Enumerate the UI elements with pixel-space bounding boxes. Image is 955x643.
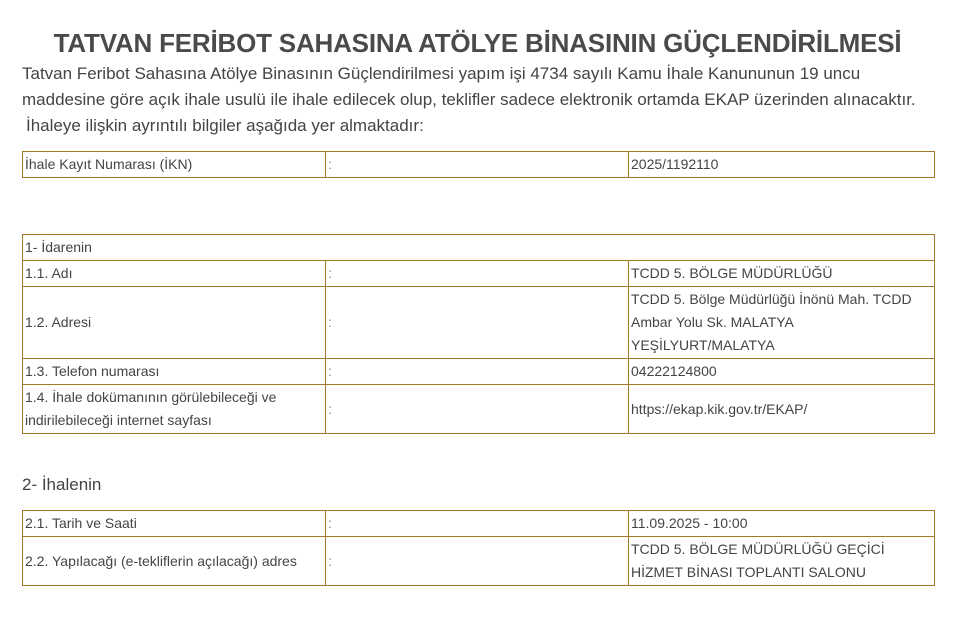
separator: :	[326, 152, 629, 178]
table-row	[23, 385, 935, 434]
table-heading-row	[23, 235, 935, 261]
table-row	[23, 287, 935, 359]
ikn-table	[22, 151, 935, 178]
ikn-value: 2025/1192110	[629, 152, 935, 178]
ikn-label: İhale Kayıt Numarası (İKN)	[23, 152, 326, 178]
separator: :	[326, 287, 629, 359]
row-value: TCDD 5. Bölge Müdürlüğü İnönü Mah. TCDD Ambar Yolu Sk. MALATYA YEŞİLYURT/MALATYA	[629, 287, 935, 359]
row-label: 1.2. Adresi	[23, 287, 326, 359]
separator: :	[326, 261, 629, 287]
ihale-section-heading: 2- İhalenin	[22, 475, 102, 494]
row-value: 04222124800	[629, 359, 935, 385]
idare-heading: 1- İdarenin	[23, 235, 935, 261]
table-row	[23, 261, 935, 287]
separator: :	[326, 385, 629, 434]
separator: :	[326, 511, 629, 537]
row-label: 1.4. İhale dokümanının görülebileceği ve indirilebileceği internet sayfası	[23, 385, 326, 434]
intro-paragraph: Tatvan Feribot Sahasına Atölye Binasının Güçlendirilmesi yapım işi 4734 sayılı Kamu İhale Kanununun 19 uncu maddesine göre açık ihale usulü ile ihale edilecek olup, teklifler sadece elektronik ortamda EKAP üzerinden alınacaktır.	[22, 64, 916, 109]
page-title: TATVAN FERİBOT SAHASINA ATÖLYE BİNASININ GÜÇLENDİRİLMESİ	[53, 28, 902, 58]
subintro-paragraph: İhaleye ilişkin ayrıntılı bilgiler aşağıda yer almaktadır:	[26, 116, 424, 135]
row-value: 11.09.2025 - 10:00	[629, 511, 935, 537]
row-value-link[interactable]: https://ekap.kik.gov.tr/EKAP/	[629, 385, 935, 434]
row-value: TCDD 5. BÖLGE MÜDÜRLÜĞÜ	[629, 261, 935, 287]
table-row	[23, 537, 935, 586]
table-row	[23, 511, 935, 537]
table-row	[23, 359, 935, 385]
row-label: 2.1. Tarih ve Saati	[23, 511, 326, 537]
row-label: 1.3. Telefon numarası	[23, 359, 326, 385]
separator: :	[326, 537, 629, 586]
separator: :	[326, 359, 629, 385]
table-row	[23, 152, 935, 178]
row-label: 2.2. Yapılacağı (e-tekliflerin açılacağı) adres	[23, 537, 326, 586]
row-label: 1.1. Adı	[23, 261, 326, 287]
row-value: TCDD 5. BÖLGE MÜDÜRLÜĞÜ GEÇİCİ HİZMET BİNASI TOPLANTI SALONU	[629, 537, 935, 586]
ihale-table	[22, 510, 935, 586]
idare-table	[22, 234, 935, 434]
